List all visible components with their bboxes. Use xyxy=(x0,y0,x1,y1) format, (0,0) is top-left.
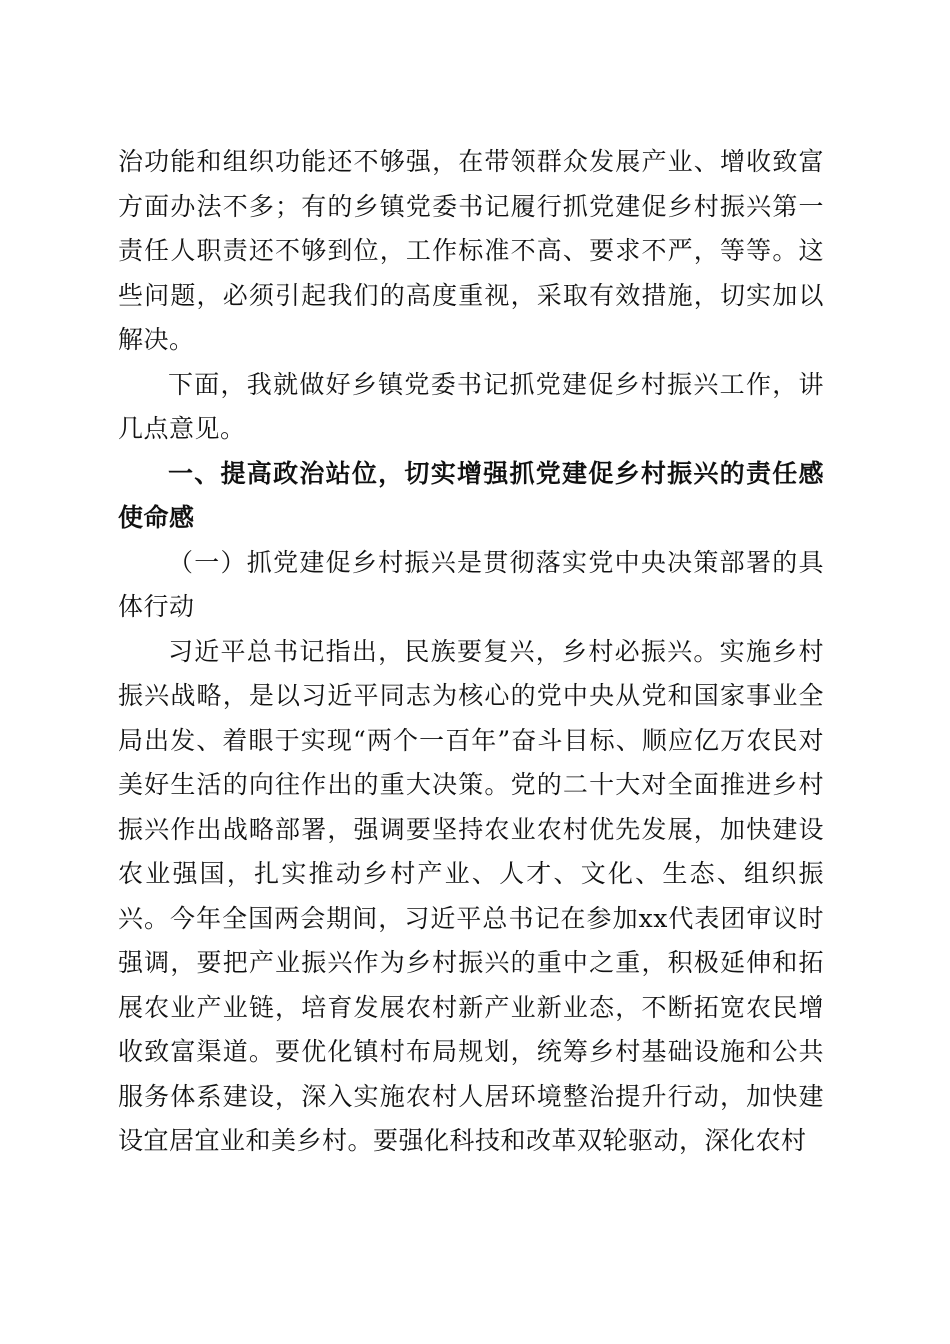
paragraph-continuation: 治功能和组织功能还不够强，在带领群众发展产业、增收致富方面办法不多；有的乡镇党委书记履行抓党建促乡村振兴第一责任人职责还不够到位，工作标准不高、要求不严，等等。这些问题，必须引起我们的高度重视，采取有效措施，切实加以解决。 xyxy=(118,147,824,354)
paragraph-intro: 下面，我就做好乡镇党委书记抓党建促乡村振兴工作，讲几点意见。 xyxy=(118,369,824,443)
section-heading-1: 一、提高政治站位，切实增强抓党建促乡村振兴的责任感使命感 xyxy=(118,458,824,532)
subsection-heading-1-1: （一）抓党建促乡村振兴是贯彻落实党中央决策部署的具体行动 xyxy=(118,547,824,621)
paragraph-body-1: 习近平总书记指出，民族要复兴，乡村必振兴。实施乡村振兴战略，是以习近平同志为核心的党中央从党和国家事业全局出发、着眼于实现“两个一百年”奋斗目标、顺应亿万农民对美好生活的向往作出的重大决策。党的二十大对全面推进乡村振兴作出战略部署，强调要坚持农业农村优先发展，加快建设农业强国，扎实推动乡村产业、人才、文化、生态、组织振兴。今年全国两会期间，习近平总书记在参加xx代表团审议时强调，要把产业振兴作为乡村振兴的重中之重，积极延伸和拓展农业产业链，培育发展农村新产业新业态，不断拓宽农民增收致富渠道。要优化镇村布局规划，统筹乡村基础设施和公共服务体系建设，深入实施农村人居环境整治提升行动，加快建设宜居宜业和美乡村。要强化科技和改革双轮驱动，深化农村 xyxy=(118,636,824,1155)
document-page xyxy=(118,140,824,1164)
